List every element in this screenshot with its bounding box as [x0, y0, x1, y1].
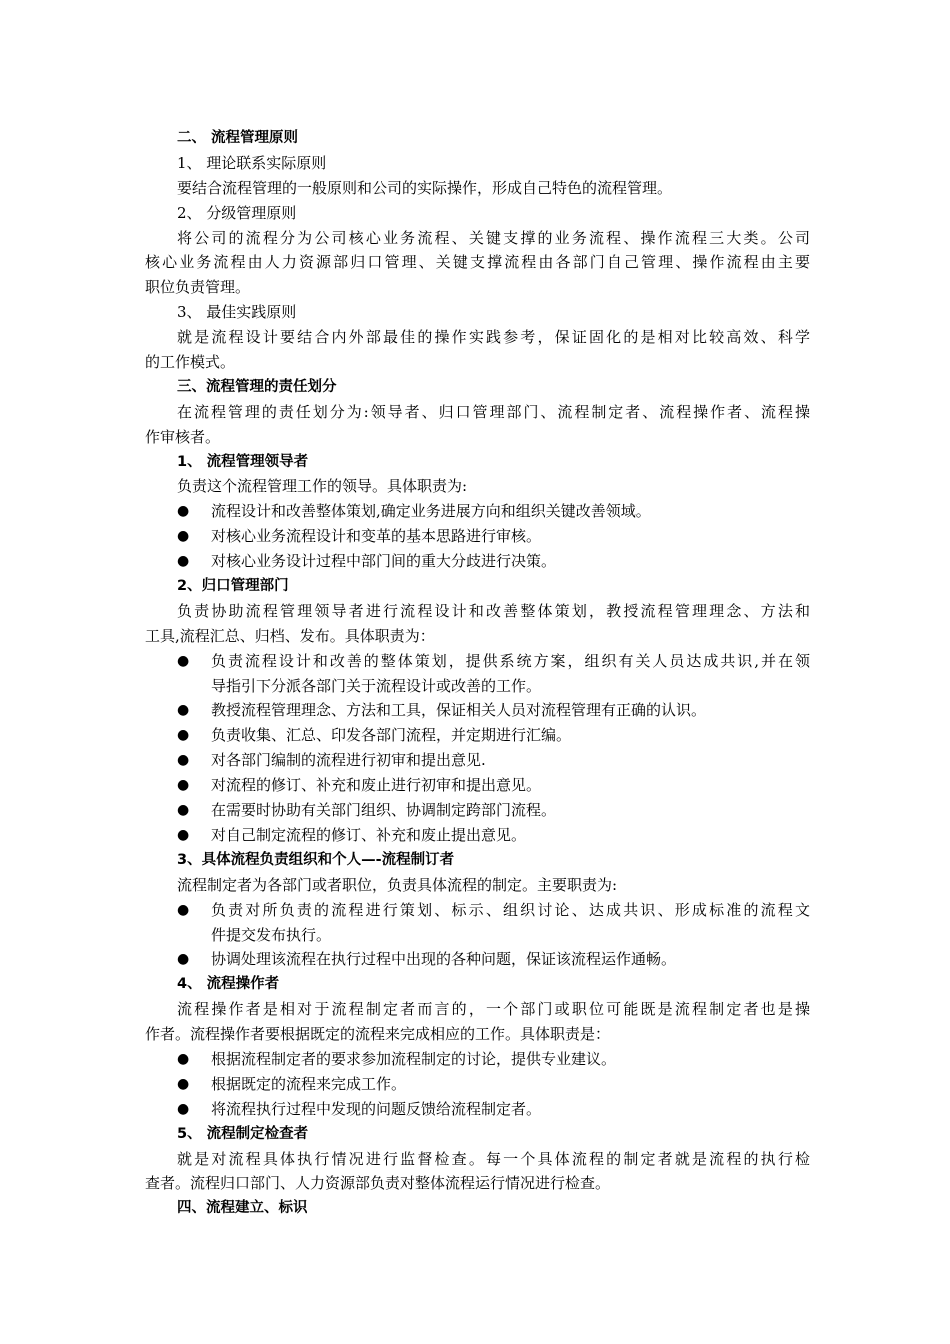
subsection-title: 2、 分级管理原则: [177, 203, 297, 222]
bullet-icon: ●: [177, 1075, 190, 1092]
bullet-icon: ●: [177, 951, 190, 968]
list-item: [145, 698, 810, 723]
bullet-icon: ●: [177, 777, 190, 794]
paragraph: 核心业务流程由人力资源部归口管理、关键支撑流程由各部门自己管理、操作流程由主要: [145, 253, 810, 272]
subsection-title: 1、 理论联系实际原则: [177, 153, 327, 172]
list-item-text: 根据既定的流程来完成工作。: [211, 1074, 407, 1093]
paragraph: 职位负责管理。: [145, 278, 251, 297]
bullet-icon: ●: [177, 1100, 190, 1117]
list-item-text: 负责收集、汇总、印发各部门流程，并定期进行汇编。: [211, 726, 572, 745]
list-item: [145, 1047, 810, 1072]
section-heading: 三、流程管理的责任划分: [177, 378, 337, 395]
paragraph: 流程操作者是相对于流程制定者而言的，一个部门或职位可能既是流程制定者也是操: [177, 1000, 810, 1019]
list-item-text: 对自己制定流程的修订、补充和废止提出意见。: [211, 825, 527, 844]
list-item-text: 根据流程制定者的要求参加流程制定的讨论，提供专业建议。: [211, 1049, 617, 1068]
list-item-continuation: [145, 923, 810, 948]
paragraph: 就是流程设计要结合内外部最佳的操作实践参考，保证固化的是相对比较高效、科学: [177, 328, 810, 347]
list-item: [145, 798, 810, 823]
paragraph: 要结合流程管理的一般原则和公司的实际操作，形成自己特色的流程管理。: [177, 178, 673, 197]
paragraph: 查者。流程归口部门、人力资源部负责对整体流程运行情况进行检查。: [145, 1174, 611, 1193]
paragraph: 作者。流程操作者要根据既定的流程来完成相应的工作。具体职责是：: [145, 1025, 611, 1044]
list-item: [145, 947, 810, 972]
bullet-icon: ●: [177, 1050, 190, 1067]
list-item-continuation: [145, 674, 810, 699]
paragraph: 流程制定者为各部门或者职位，负责具体流程的制定。主要职责为:: [177, 875, 618, 894]
list-item-text: 负责对所负责的流程进行策划、标示、组织讨论、达成共识、形成标准的流程文: [211, 900, 810, 919]
bullet-icon: ●: [177, 553, 190, 570]
paragraph: 作审核者。: [145, 427, 221, 446]
bullet-icon: ●: [177, 702, 190, 719]
section-heading: 四、流程建立、标识: [177, 1200, 308, 1217]
bullet-icon: ●: [177, 652, 190, 669]
list-item: [145, 524, 810, 549]
list-item: [145, 649, 810, 674]
list-item: [145, 499, 810, 524]
paragraph: 在流程管理的责任划分为:领导者、归口管理部门、流程制定者、流程操作者、流程操: [177, 402, 810, 421]
list-item-text: 对核心业务流程设计和变革的基本思路进行审核。: [211, 527, 542, 546]
list-item: [145, 898, 810, 923]
list-item: [145, 549, 810, 574]
subsection-title: 5、 流程制定检查者: [177, 1125, 309, 1142]
subsection-title: 4、 流程操作者: [177, 976, 280, 993]
bullet-icon: ●: [177, 826, 190, 843]
list-item-text: 在需要时协助有关部门组织、协调制定跨部门流程。: [211, 801, 557, 820]
bullet-icon: ●: [177, 802, 190, 819]
subsection-title: 1、 流程管理领导者: [177, 453, 309, 470]
bullet-icon: ●: [177, 752, 190, 769]
list-item-text: 对流程的修订、补充和废止进行初审和提出意见。: [211, 776, 542, 795]
paragraph: 将公司的流程分为公司核心业务流程、关键支撑的业务流程、操作流程三大类。公司: [177, 228, 810, 247]
section-heading: 二、 流程管理原则: [177, 130, 299, 146]
bullet-icon: ●: [177, 503, 190, 520]
paragraph: 的工作模式。: [145, 353, 236, 372]
list-item-text: 负责流程设计和改善的整体策划，提供系统方案，组织有关人员达成共识,并在领: [211, 651, 810, 670]
bullet-icon: ●: [177, 901, 190, 918]
list-item-text: 流程设计和改善整体策划,确定业务进展方向和组织关键改善领域。: [211, 502, 651, 521]
paragraph: 负责协助流程管理领导者进行流程设计和改善整体策划，教授流程管理理念、方法和: [177, 601, 810, 620]
list-item: [145, 1097, 810, 1122]
list-item: [145, 723, 810, 748]
list-item-text: 教授流程管理理念、方法和工具，保证相关人员对流程管理有正确的认识。: [211, 701, 707, 720]
paragraph: 负责这个流程管理工作的领导。具体职责为:: [177, 477, 468, 496]
paragraph: 就是对流程具体执行情况进行监督检查。每一个具体流程的制定者就是流程的执行检: [177, 1149, 810, 1168]
list-item-text: 导指引下分派各部门关于流程设计或改善的工作。: [211, 676, 542, 695]
document-body: [145, 126, 810, 1221]
list-item-text: 协调处理该流程在执行过程中出现的各种问题，保证该流程运作通畅。: [211, 950, 677, 969]
bullet-icon: ●: [177, 727, 190, 744]
list-item-text: 件提交发布执行。: [211, 925, 332, 944]
list-item: [145, 748, 810, 773]
list-item-text: 对核心业务设计过程中部门间的重大分歧进行决策。: [211, 552, 557, 571]
subsection-title: 3、 最佳实践原则: [177, 303, 297, 322]
list-item-text: 将流程执行过程中发现的问题反馈给流程制定者。: [211, 1099, 542, 1118]
paragraph: 工具,流程汇总、归档、发布。具体职责为：: [145, 626, 435, 645]
list-item: [145, 773, 810, 798]
subsection-title: 3、具体流程负责组织和个人—-流程制订者: [177, 851, 455, 868]
subsection-title: 2、归口管理部门: [177, 578, 289, 595]
bullet-icon: ●: [177, 528, 190, 545]
list-item-text: 对各部门编制的流程进行初审和提出意见.: [211, 751, 486, 770]
list-item: [145, 1072, 810, 1097]
list-item: [145, 823, 810, 848]
